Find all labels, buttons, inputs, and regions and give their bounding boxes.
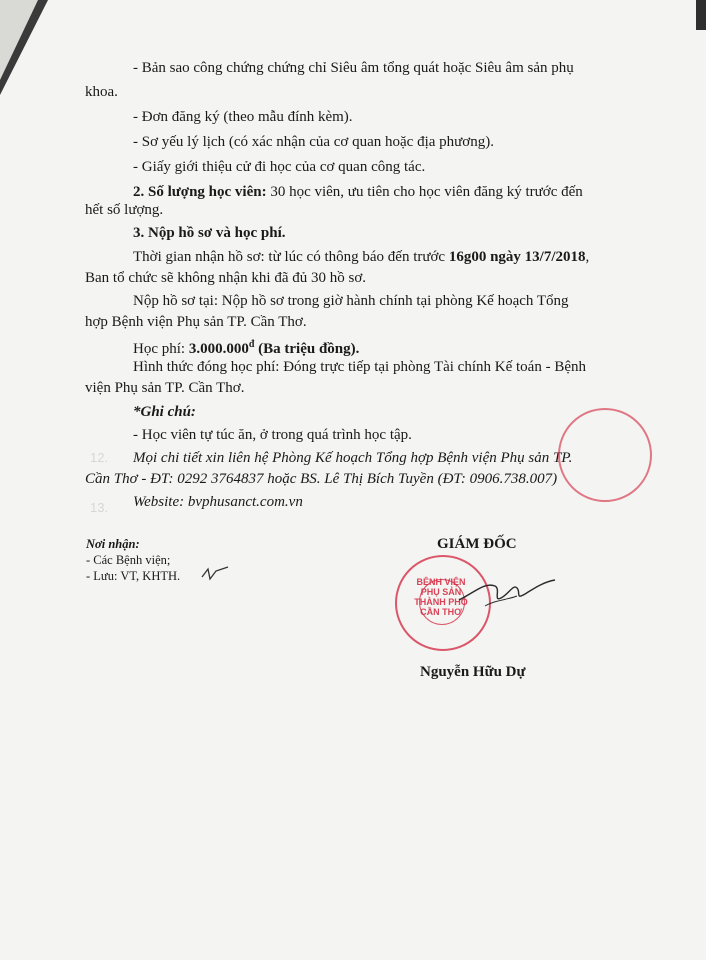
section-3-heading xyxy=(133,223,286,243)
req-item-1: - Bản sao công chứng chứng chỉ Siêu âm tổng quát hoặc Siêu âm sản phụ xyxy=(133,60,574,76)
submit-place-cont: hợp Bệnh viện Phụ sản TP. Cần Thơ. xyxy=(85,314,307,330)
initial-checkmark xyxy=(200,565,230,583)
fee-line xyxy=(133,335,359,359)
req-item-3: - Sơ yếu lý lịch (có xác nhận của cơ quan hoặc địa phương). xyxy=(133,134,494,150)
stamp-line-1: BỆNH VIỆN xyxy=(416,577,466,587)
section-3-heading-text: 3. Nộp hồ sơ và học phí. xyxy=(133,225,286,241)
deadline-line xyxy=(133,247,589,267)
director-name: Nguyễn Hữu Dự xyxy=(420,664,526,680)
fee-amount: 3.000.000 xyxy=(188,341,249,357)
recipient-2: - Lưu: VT, KHTH. xyxy=(86,569,181,583)
note-heading xyxy=(133,402,196,422)
note-item-1: - Học viên tự túc ăn, ở trong quá trình học tập. xyxy=(133,427,412,443)
deadline-date: 16g00 ngày 13/7/2018 xyxy=(448,249,586,265)
director-signature xyxy=(455,570,560,615)
deadline-text: Thời gian nhận hồ sơ: từ lúc có thông báo đến trước xyxy=(133,249,449,265)
recipient-1: - Các Bệnh viện; xyxy=(86,553,171,567)
section-2-heading: 2. Số lượng học viên: xyxy=(133,184,267,200)
scan-edge xyxy=(696,0,706,30)
recipients-heading: Nơi nhận: xyxy=(86,537,140,551)
note-heading-text: *Ghi chú: xyxy=(133,404,196,420)
req-item-2: - Đơn đăng ký (theo mẫu đính kèm). xyxy=(133,109,353,125)
payment-method: Hình thức đóng học phí: Đóng trực tiếp tại phòng Tài chính Kế toán - Bệnh xyxy=(133,359,586,375)
director-title: GIÁM ĐỐC xyxy=(437,536,517,552)
bleed-through-mark-2: 13. xyxy=(90,500,109,515)
stamp-line-4: CẦN THƠ xyxy=(420,607,462,617)
contact-line: Mọi chi tiết xin liên hệ Phòng Kế hoạch Tổng hợp Bệnh viện Phụ sản TP. xyxy=(133,450,573,466)
page-fold-inner xyxy=(0,0,38,80)
bleed-through-mark: 12. xyxy=(90,450,109,465)
deadline-comma: , xyxy=(585,249,590,265)
seal-partial xyxy=(558,408,652,502)
contact-line-cont: Cần Thơ - ĐT: 0292 3764837 hoặc BS. Lê Thị Bích Tuyền (ĐT: 0906.738.007) xyxy=(85,471,558,487)
req-item-1-cont: khoa. xyxy=(85,84,118,100)
website-line: Website: bvphusanct.com.vn xyxy=(133,494,303,510)
deadline-line-2: Ban tổ chức sẽ không nhận khi đã đủ 30 hồ sơ. xyxy=(85,270,367,286)
stamp-line-2: PHỤ SẢN xyxy=(420,587,462,597)
fee-label: Học phí: xyxy=(133,341,189,357)
submit-place: Nộp hồ sơ tại: Nộp hồ sơ trong giờ hành chính tại phòng Kế hoạch Tổng xyxy=(133,293,569,309)
stamp-line-3: THÀNH PHỐ xyxy=(414,597,468,607)
section-2-text: 30 học viên, ưu tiên cho học viên đăng ký trước đến xyxy=(266,184,583,200)
section-2 xyxy=(133,182,583,202)
fee-words: (Ba triệu đồng). xyxy=(254,341,360,357)
fee-currency: đ xyxy=(248,339,255,350)
payment-method-cont: viện Phụ sản TP. Cần Thơ. xyxy=(85,380,245,396)
req-item-4: - Giấy giới thiệu cử đi học của cơ quan công tác. xyxy=(133,159,426,175)
section-2-cont: hết số lượng. xyxy=(85,202,164,218)
